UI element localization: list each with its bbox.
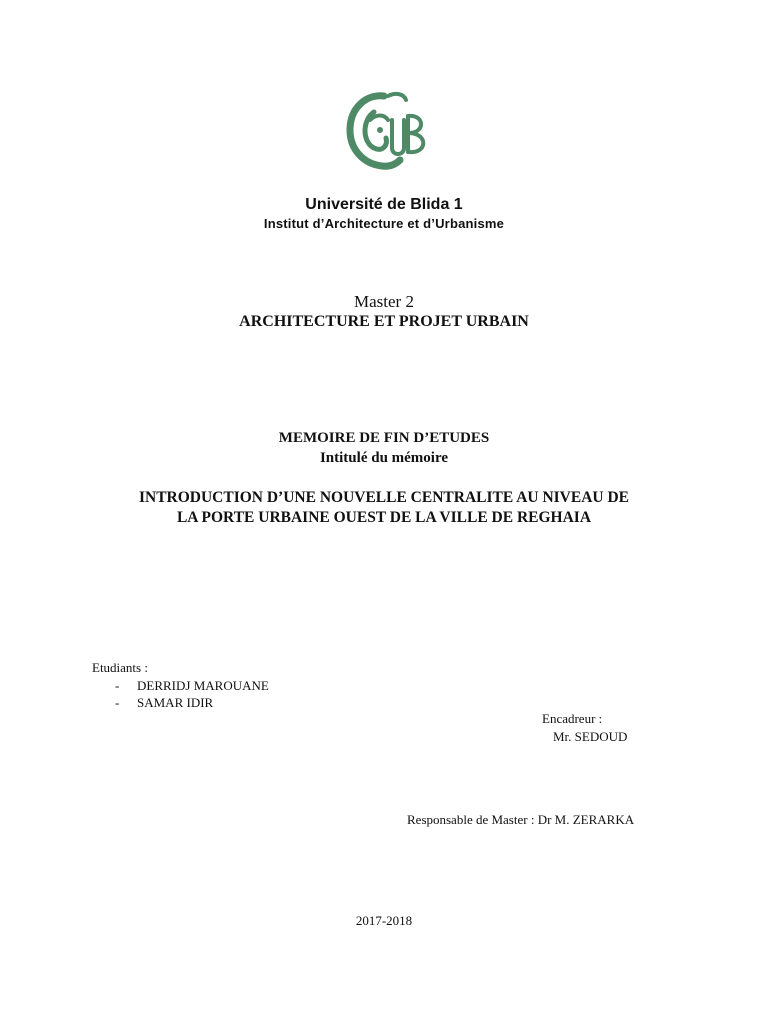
thesis-title-line-2: LA PORTE URBAINE OUEST DE LA VILLE DE REGHAIA [176, 509, 592, 526]
supervisor-label: Encadreur : [542, 711, 603, 726]
student-name: SAMAR IDIR [137, 695, 214, 710]
academic-year: 2017-2018 [355, 913, 413, 928]
university-name: Université de Blida 1 [305, 196, 463, 213]
university-blida-logo-icon [344, 90, 430, 172]
student-list-item [115, 678, 269, 694]
institute-name: Institut d’Architecture et d’Urbanisme [263, 216, 505, 231]
thesis-title-line-1: INTRODUCTION D’UNE NOUVELLE CENTRALITE AU NIVEAU DE [138, 489, 630, 506]
student-name: DERRIDJ MAROUANE [137, 678, 269, 693]
master-responsible: Responsable de Master : Dr M. ZERARKA [407, 812, 635, 827]
list-dash: - [115, 695, 120, 710]
memoire-title-label: Intitulé du mémoire [319, 450, 449, 466]
memoire-label: MEMOIRE DE FIN D’ETUDES [278, 430, 490, 446]
supervisor-name: Mr. SEDOUD [553, 729, 628, 744]
students-label: Etudiants : [92, 660, 148, 675]
student-list-item [115, 695, 213, 711]
thesis-title [0, 488, 768, 528]
master-program-name: ARCHITECTURE ET PROJET URBAIN [239, 313, 529, 330]
master-level: Master 2 [354, 292, 414, 311]
list-dash: - [115, 678, 120, 693]
